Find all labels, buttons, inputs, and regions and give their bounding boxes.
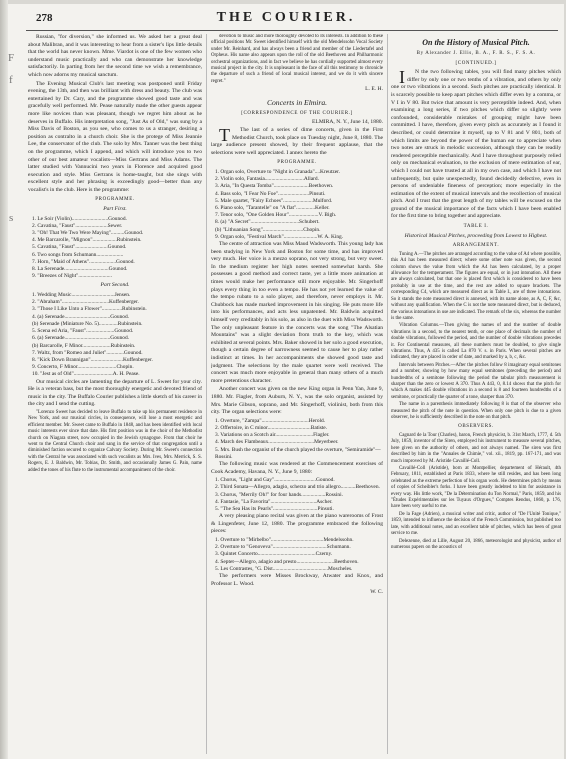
- column-1: [28, 34, 202, 754]
- paragraph: De la Fage (Adrien), a musical writer and critic, author of "De l'Unité Tonique," 1859, intended to influence the decision of the French Commission, but published too late, with additional notes, and an excellent table of pitches, which has been of great service to me.: [391, 511, 561, 537]
- header-rule: [26, 30, 558, 31]
- programme-item: 2. Third Sonata—Allegro, adagio, scherzo and trio allegro...........Beethoven.: [215, 484, 380, 491]
- programme-item: 4. Fantasie, "La Favorita"..................................Ascher.: [215, 498, 333, 505]
- programme-item: 10. "Jest as of Old".............................A. H. Pease.: [32, 371, 140, 378]
- continued-label: [CONTINUED.]: [455, 60, 497, 66]
- paragraph-text: The last of a series of dime concerts, given in the First Methodist Church, took place on Tuesday night, June 8, 1880. The large audience present showed, by their frequent applause, that the selections were well appreciated. I annex hereto the: [211, 127, 383, 156]
- paragraph: Vibration Columns.—Then giving the names of and the number of double vibrations in a second, to the nearest tenth, or one place of decimals the number of double vibrations, followed the period, and the number of double vibrations precedes it. For Continental measures, all these numbers must be doubled, to give single vibrations. Thus, A 435 is called La 870 V. s. in Paris. When several pitches are indicated, they are placed in order of date, and marked by a, b, c, &c.: [391, 323, 561, 361]
- programme-item: 9. "Breezes of Night".........................: [32, 273, 113, 280]
- programme-list: [211, 477, 383, 513]
- programme-item: 4. Me Barcarolle, "Mignon"..................Rubinstein.: [32, 237, 142, 244]
- paragraph: devotion to music and more thoroughly devoted to its interests. In addition to these official positions Mr. Sweet identified himself with the old Mendelssohn Vocal Society under Mr. Reinhard, and has always been a friend and member of the Liedertafel and Orpheus. His name also appears upon the roll of the old Beethoven and Philharmonic orchestral organizations, and in fact we believe he has cordially supported almost every musical project in the city. It is unpleasant in the face of all this testimony to chronicle the departure of such a friend of local musical interest, and we do it with sincere regret.": [211, 34, 383, 84]
- programme-item: 8. "Kick Down Brannigan"........................Kuffenberger.: [32, 356, 153, 363]
- programme-item: 4. Septet—Allegro, adagio and presto............................Beethoven.: [215, 558, 359, 565]
- paragraph: The name in a parenthesis immediately following 8 is that of the observer who measured the pitch of the note in question. When only one pitch is due to a given observer, he is sufficiently described in the note on that pitch.: [391, 402, 561, 420]
- section-heading: OBSERVERS.: [458, 424, 494, 430]
- page-header: [8, 4, 564, 32]
- programme-item: 6. Piano solo, "Tarantelle" on "A flat"..............Keller.: [215, 205, 330, 212]
- signature: L. E. H.: [365, 86, 383, 93]
- paragraph: [211, 127, 383, 157]
- programme-item: 5. Mrs. Bush the organist of the church played the overture, "Semiramide"—Rossini.: [215, 446, 381, 460]
- dateline: ELMIRA, N. Y., June 14, 1880.: [311, 119, 383, 126]
- margin-mark: f: [9, 74, 13, 86]
- programme-item: 6. (a) Serenade..................................Gounod.: [32, 335, 130, 342]
- programme-item: 5. "The Sea Has its Pearls".................................Pinsuti.: [215, 505, 334, 512]
- paragraph: Cagnard de la Tour (Charles), baron, French physicist, b. 31st March, 1777, d. 5th July, 1859, inventor of the Siren, employed his instrument to measure several pitches, here given on the authority of others, and not always named. The siren was first described by him in the "Annales de Chimie," vol. xii., 1819, pp. 167-171, and was much improved by M. Aristide Cavaillé-Coll.: [391, 433, 561, 464]
- table-heading: TABLE I.: [463, 224, 489, 230]
- programme-item: 2. Overture to "Genoveva"........................................Schumann.: [215, 544, 351, 551]
- paragraph: The Evening Musical Club's last meeting was postponed until Friday evening, the 13th, and then was brilliant with dress and beauty. The club was entertained by Dr. Cary, and the programme showed good taste and was gracefully well performed. Mr. Pease naturally made the other guests appear more like novices than was pleasant, though we regret him about as he deserves in Buffalo. His interpretation song, "Just As of Old," was sung by a Miss Davis of Boston, as you see, who comes to us a stranger, desiring a position as contralto in a church choir. She is the protege of Miss Jeannie Lee, the conservator of the club. The solo by Mrs. Tanner was the best thing on the programme, which I append, and which will introduce you to two other of our best amateur vocalists—Miss Gertrans and Miss Adams. The latter studied with Vannucini two years in Florence and acquired good execution and style. Miss Gertrans is home-taught, but she sings with excellent style and her phrasing is exceedingly good—better than any vocalist's in the club. Here is the programme:: [28, 80, 202, 193]
- programme-list: [211, 537, 383, 573]
- paragraph: Our musical circles are lamenting the departure of L. Sweet for your city. He is a veteran bass, but the most thoroughly energetic and devoted friend of music in the city. The Buffalo Courier publishes a little sketch of his career in the city and I send the cutting.: [28, 378, 202, 408]
- page-number: 278: [36, 12, 53, 24]
- paragraph: Intervals between Pitches.—After the pitches follow 8 imaginary equal semitones and a number, showing by how many equal semitones (preceding the period) and hundredths of a semitone following the period the tabular pitch measurement is sharper than the zero or lowest A 370. Thus A 443, 0, 8.14 shows that the pitch for which A makes 445 double vibrations in a second is 8 and fourteen hundredths of a semitone, or practically the quarter of a tone, sharper than 370.: [391, 362, 561, 400]
- paragraph: Russian, "for diversion," she informed us. We asked her a great deal about Malibran, and it was interesting to hear from a sister's lips little details that the world has never known. Mme. Viardot is one of the few women who understand music practically and who can demonstrate her knowledge satisfactorily. In parting from her the second time we wish a remembrance, which now adorns my musical sanctum.: [28, 34, 202, 78]
- programme-item: 5. Cavatina, "Faust"........................Gounod.: [32, 244, 127, 251]
- column-3: [391, 34, 561, 754]
- paragraph: The performers were Misses Brockway, Atwater and Knox, and Professor L. Wood.: [211, 572, 383, 587]
- programme-item: 3. "Those I Like Unto a Flower"...............Rubinstein.: [32, 306, 147, 313]
- paragraph: The following music was rendered at the Commencement exercises of Cook Academy, Havana, N. Y., June 9, 1880:: [211, 460, 383, 475]
- programme-item: 3. Quintet Concerto...........................................Czerny.: [215, 551, 333, 558]
- programme-item: 3. Variations on a Scotch air............................Flagler.: [215, 432, 330, 439]
- programme-list: [28, 292, 202, 378]
- programme-list: [211, 169, 383, 241]
- masthead: THE COURIER.: [216, 10, 356, 25]
- paragraph-text: N the two following tables, you will find many pitches which differ by only one or two tenths of a vibration, and others by only one or two vibrations in a second. Such pitches are practically identical. It is scarcely possible to keep apart pitches which differ even by a comma, or V I in V 80. But twice that amount is very perceptible indeed. And, when examining a long series, if two pitches which differ so slightly were confounded, considerable mistakes of grouping might have been committed. I have, therefore, given every pitch as accurately as I found it described, or could determine it myself, up to V 81 and V 801, both of which limits are beyond the power of the human ear to appreciate when two notes are struck in melodic succession, although they can be readily rendered perceptible mechanically. And I have throughout purposely relied only on mechanical evaluation, to the exclusion of mere estimation of ear, which I could not have trusted at all in my own case, and which I have not unfrequently, but quite unexpectedly, found decidedly defective, even in persons of undeniable fineness of perception; more especially in the estimation of the extent of musical intervals and the recollection of musical pitch. And I trust that the great length of my tables will be excused on the ground of the musical importance of the facts which I have been enabled for the first time to bring together and appreciate.: [391, 69, 561, 220]
- binding-edge: [0, 0, 8, 759]
- programme-item: 2. Cavatina, "Faust"........................Sewer.: [32, 222, 123, 229]
- programme-item: 4. (a) Serenade..................................Gounod.: [32, 313, 130, 320]
- paragraph: Cavaillé-Coll (Aristide), born at Montpellier, departement of Hérault, 4th February, 1811, established at Paris 1833, where he still resides, and has been long celebrated as the extreme perfection of his organ work. He determines pitch by means of copies of Scheibler's forks. I have been greatly indebted to him for assistance in every way. His little work, "De la Détermination du Ton Normal," Paris, 1859, and his "Études Expérimentales sur les Tuyaux d'Orgues," Comptes Rendus, 1860, p. 176, have been very useful to me.: [391, 466, 561, 510]
- programme-item: 1. Chorus, "Light and Gay"...............................Gounod.: [215, 477, 335, 484]
- margin-mark: s: [9, 212, 14, 224]
- column-rule: [387, 34, 388, 754]
- paragraph: Tuning A.—The pitches are arranged according to the value of A4 where possible, this A4 has been measured direct; where some other note was given, the second column shows the value from which the A4 has been calculated, by a proper allowance for the temperament. The figures are equal, or in just intonation. All these are always calculated, but that one is placed first which is considered to have been probably in use at the time, and the rest are added to square brackets. The corresponding C4, which are measured direct as in Table I., are of three intonations. So it stands the note measured direct is annexed, with its name alone, as A, C, F, &c, without any qualification. When the C is not the note measured direct, but is deduced, the various intonations in use are indicated. The remark of the six, whereas the number is the same.: [391, 251, 561, 321]
- programme-item: (b) "Lithuanian Song"..............................Chopin.: [215, 226, 321, 233]
- programme-item: 7. Waltz, from "Romeo and Juliet".............Gounod.: [32, 349, 143, 356]
- drop-cap: T: [219, 125, 230, 146]
- programme-heading: PROGRAMME.: [95, 197, 135, 203]
- programme-heading: PROGRAMME.: [277, 160, 317, 166]
- programme-item: 1. Le Soir (Violin)...........................Gounod.: [32, 215, 127, 222]
- programme-item: 1. Overture, "Zampa"...................................Herold.: [215, 417, 326, 424]
- paragraph: [391, 69, 561, 221]
- programme-item: 6. Two songs from Schumann....................: [32, 251, 124, 258]
- margin-mark: F: [8, 52, 15, 64]
- section-heading: ARRANGEMENT.: [452, 243, 500, 249]
- signature: W. C.: [370, 589, 383, 596]
- programme-item: 1. Organ solo, Overture to "Night in Granada"....Kreutzer.: [215, 169, 340, 175]
- programme-item: (b) Barcarolle, F Minor.....................Rubinstein.: [32, 342, 136, 349]
- column-2: [211, 34, 383, 754]
- paragraph: The centre of attraction was Miss Maud Wadsworth. This young lady has been studying in New York and Boston for some time, and has improved very much. Her voice is a mezzo soprano, not very strong, but very sweet. In the medium register her high notes seemed somewhat harsh. She possesses a good method and correct taste, yet a little more animation at times would make her performance still more enjoyable. Mr. Singerhoff plays every thing in too even a tempo. He has not yet learned the value of the tempo rubato to a solo player, and therefore, never employs it. Mr. Chubbock has made marked improvement in his singing. He puts more life into his performances, and acts less unpatented. Mr. Baldwin acquitted himself very creditably in his solo, as also in the duet with Miss Wadsworth. The only unpleasant feature in the concerts was the song "The Alsatian Mountains" was a slight deviation from truth to the key, which was exhibited at several points. Mrs. Baker showed in her solo a good execution, though a certain degree of narrowness seemed to cause her to play rather indistinct at times. In her accompaniments she showed good taste and judgment. The selections by the male quartet were well received. The concert was much more enjoyable in general than many others of a much more pretentious character.: [211, 241, 383, 384]
- byline: By Alexander J. Ellis, B. A., F. R. S., F. S. A.: [416, 51, 536, 56]
- programme-item: 2. Violin solo, Fantasia.............................Allard.: [215, 176, 319, 183]
- article-title: On the History of Musical Pitch.: [422, 38, 530, 47]
- newspaper-page: [8, 4, 564, 759]
- paragraph: Delezenne, died at Lille, August 20, 1866, meteorologist and physicist, author of numerous papers on the acoustics of: [391, 538, 561, 550]
- programme-item: 5. Les Contrastes, "G. Dist.........................................Moscheles.: [215, 565, 353, 572]
- programme-item: 3. Aria, "In Questa Tomba"..........................Beethoven.: [215, 183, 334, 190]
- programme-item: 2. "Abraham"...................................Kuffenberger.: [32, 299, 139, 306]
- programme-item: 3. "Oh! That We Two Were Maying"..........Gounod.: [32, 230, 144, 237]
- programme-item: 7. Tenor solo, "One Golden Hour"......................V. Bigh.: [215, 212, 337, 219]
- column-rule: [206, 34, 207, 754]
- table-subtitle: Historical Musical Pitches, proceeding from Lowest to Highest.: [404, 232, 548, 239]
- programme-item: 8. (a) "A Secret"....................................Schubert.: [215, 219, 320, 226]
- article-title: Concerts in Elmira.: [266, 97, 328, 107]
- programme-item: 1. Overture to "Mirbelbo".......................................Mendelssohn.: [215, 536, 354, 543]
- part-heading: Part First.: [103, 206, 127, 213]
- programme-item: 5. Male quartet, "Fairy Echoes"......................Mulford.: [215, 197, 333, 204]
- part-heading: Part Second.: [100, 282, 130, 289]
- programme-item: 3. Chorus, "Merrily Oh!" for four hands..................Rossini.: [215, 491, 343, 498]
- programme-list: [28, 216, 202, 281]
- programme-item: 9. Concerto, F Minor.............................Chopin.: [32, 364, 134, 371]
- programme-item: 4. March des Flambeaux..................................Meyerbeer.: [215, 439, 339, 446]
- paragraph: Another concert was given on the new King organ in Penn Yan, June 9, 1880. Mr. Flagler, from Auburn, N. Y., was the solo organist, assisted by Mrs. Marie Gibson, soprano, and Mr. Singerhoff, violinist, both from this city. The organ selections were:: [211, 386, 383, 416]
- quoted-article: "Lorenzo Sweet has decided to leave Buffalo to take up his permanent residence in New York, and our musical circles, in consequence, will lose a most energetic and efficient member. Mr. Sweet came to Buffalo in 1848, and has been identified with local music interests ever since that date. His first position was in the choir of the Methodist church on Niagara street, now occupied in the Jewish synagogue. From that choir he went to the Central Church choir and sang in the service of that congregation until a diminished faction secured to organize Calvary Society. During Mr. Sweet's connection with the Central he was associated with such vocalists as Mrs. Ives, Mrs. Merrick, S. S. Rogers, E. J. Baldwin, Mr. Tobias, Dr. Smith, and occasionally James G. Pain, name added the tones of his flute to the instrumental accompaniment of the choir.: [28, 409, 202, 473]
- programme-item: (b) Serenade (Miniature No. 5)..............Rubinstein.: [32, 320, 143, 327]
- paragraph: A very pleasing piano recital was given at the piano warerooms of Frost & Lingenfeter, June 12, 1880. The programme embraced the following pieces:: [211, 513, 383, 535]
- programme-item: 1. Wedding Music................................Jensen.: [32, 292, 131, 299]
- programme-item: 9. Organ solo, "Festival March".........................W. A. King.: [215, 233, 344, 240]
- programme-item: 8. La Serenade.................................Gounod.: [32, 266, 128, 273]
- correspondence-line: [CORRESPONDENCE OF THE COURIER.]: [241, 110, 353, 116]
- programme-item: 4. Bass solo, "I Fear No Foe".......................Pinsuti.: [215, 190, 326, 197]
- programme-item: 2. Offertoire, in C minor................................Batiste.: [215, 424, 328, 431]
- programme-item: 5. Scena ed Aria, "Faust".....................Gounod.: [32, 328, 134, 335]
- programme-list: [211, 418, 383, 461]
- drop-cap: I: [399, 67, 405, 88]
- programme-item: 7. Horn, "Maid of Athens"....................Gounod.: [32, 258, 135, 265]
